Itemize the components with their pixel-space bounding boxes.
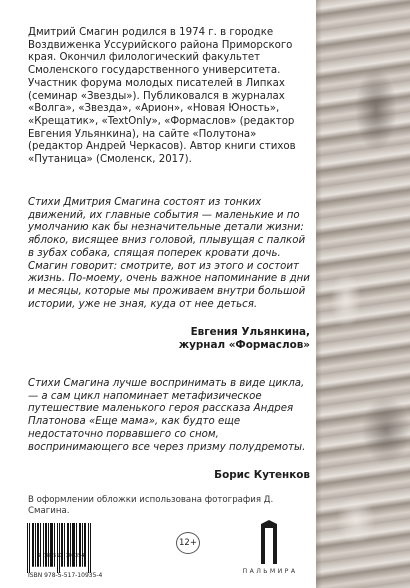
publisher-name: ПАЛЬМИРА (242, 568, 298, 575)
publisher-logo-icon (259, 520, 279, 564)
barcode-icon (26, 523, 92, 573)
age-rating-badge: 12+ (176, 532, 200, 554)
barcode-digits: 9 785517 109354 (37, 553, 85, 559)
review-quote-2: Стихи Смагина лучше воспринимать в виде цикла, — а сам цикл напоминает метафизическое путешествие маленького героя рассказа Андрея Платонова «Еще мама», как будто еще недостаточно порвавшего со сном, воспринимающего все через призму полудремоты. (28, 378, 306, 453)
review-1-author: Евгения Ульянкина, (190, 326, 310, 338)
isbn: ISBN 978-5-517-10935-4 (28, 572, 103, 579)
review-2-author: Борис Кутенков (214, 469, 310, 481)
review-signature-1 (130, 326, 310, 352)
cover-photo-texture (316, 0, 410, 588)
review-quote-1: Стихи Дмитрия Смагина состоят из тонких движений, их главные события — маленькие и по умолчанию как бы незначительные детали жизни: яблоко, висящее вниз головой, плывущая с палкой в зубах собака, спящая поперек кровати дочь. Смагин говорит: смотрите, вот из этого и состоит жизнь. По-моему, очень важное напоминание в дни и месяцы, которые мы проживаем внутри большой истории, уже не зная, куда от нее деться. (28, 197, 310, 310)
photo-credit: В оформлении обложки использована фотография Д. Смагина. (28, 495, 274, 516)
review-1-source: журнал «Формаслов» (178, 339, 310, 351)
author-bio: Дмитрий Смагин родился в 1974 г. в городке Воздвиженка Уссурийского района Приморского края. Окончил филологический факультет Смоленского государственного университета. Участник форума молодых писателей в Липках (семинар «Звезды»). Публиковался в журналах «Волга», «Звезда», «Арион», «Новая Юность», «Крещатик», «TextOnly», «Формаслов» (редактор Евгения Ульянкина), на сайте «Полутона» (редактор Андрей Черкасов). Автор книги стихов «Путаница» (Смоленск, 2017). (28, 27, 296, 166)
